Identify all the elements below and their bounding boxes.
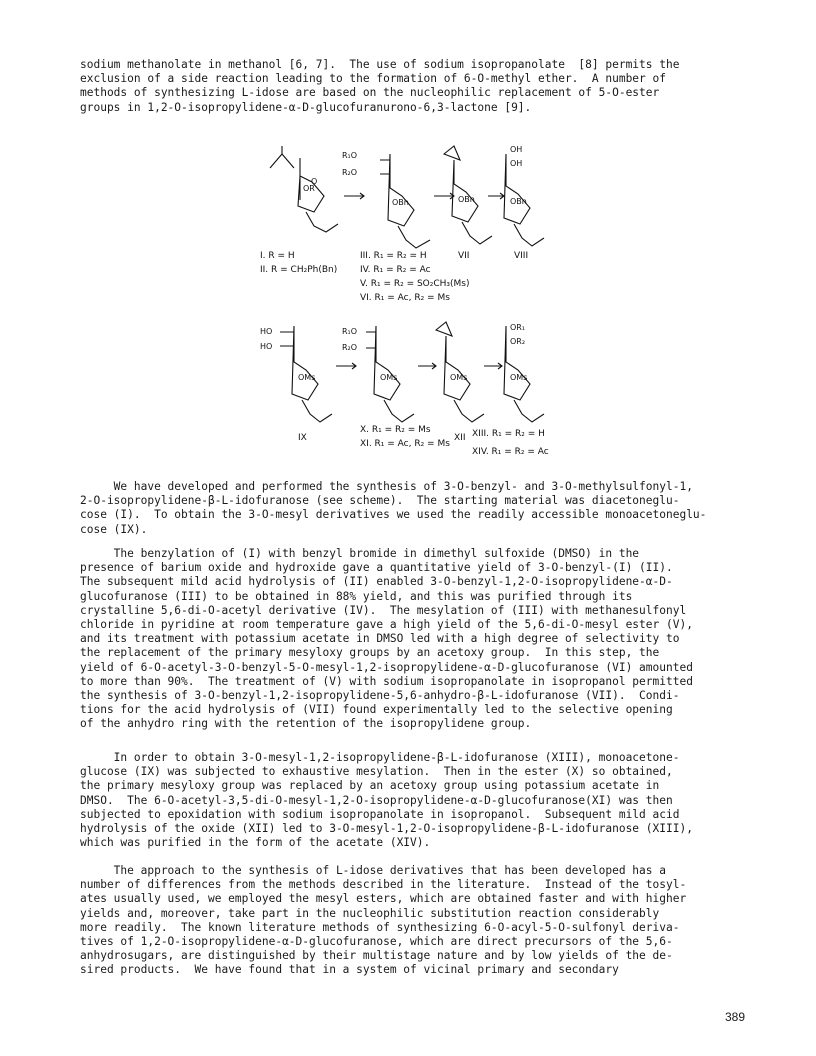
svg-text:OBn: OBn [392, 198, 409, 207]
svg-text:OR₁: OR₁ [510, 323, 526, 332]
label-XI: XI. R₁ = Ac, R₂ = Ms [360, 439, 450, 449]
svg-text:R₂O: R₂O [342, 343, 358, 352]
label-V: V. R₁ = R₂ = SO₂CH₃(Ms) [360, 279, 470, 289]
svg-text:OH: OH [510, 145, 523, 154]
svg-text:OMs: OMs [450, 373, 468, 382]
paragraph-approach: The approach to the synthesis of L-idose derivatives that has been developed has a number of differences from the methods described in the literature. Instead of the tosyl- ates usually used, we employed the mesyl esters, which are obtained faster and with higher yields and, moreover, take part in the nucleophilic substitution reaction considerably more readily. The known literature methods of synthesizing 6-O-acyl-5-O-sulfonyl deriva- tives of 1,2-O-isopropylidene-α-D-glucofuranose, which are direct precursors of the 5,6- anhydrosugars, are distinguished by their multistage nature and by low yields of the de- sired products. We have found that in a system of vicinal primary and secondary [80, 864, 687, 977]
label-II: II. R = CH₂Ph(Bn) [260, 265, 338, 275]
svg-text:R₁O: R₁O [342, 327, 358, 336]
label-XII: XII [454, 433, 466, 443]
label-IX: IX [298, 433, 307, 443]
label-XIII: XIII. R₁ = R₂ = H [472, 429, 545, 439]
molecule-X-XI [342, 326, 414, 422]
svg-text:O: O [311, 177, 318, 186]
svg-text:OR₂: OR₂ [510, 337, 526, 346]
svg-text:OMs: OMs [298, 373, 316, 382]
label-VII: VII [458, 251, 470, 261]
molecule-XIII-XIV [504, 323, 544, 422]
reaction-scheme [240, 140, 580, 470]
molecule-XII [436, 322, 484, 422]
label-VI: VI. R₁ = Ac, R₂ = Ms [360, 293, 450, 303]
svg-text:OBn: OBn [510, 197, 527, 206]
svg-text:R₁O: R₁O [342, 151, 358, 160]
molecule-VIII [504, 145, 544, 246]
molecule-VII [444, 146, 492, 244]
svg-text:R₂O: R₂O [342, 168, 358, 177]
page-number: 389 [725, 1010, 746, 1024]
molecule-IX [260, 326, 332, 422]
intro-paragraph: sodium methanolate in methanol [6, 7]. The use of sodium isopropanolate [8] permits the exclusion of a side reaction leading to the formation of 6-O-methyl ether. A number of methods of synthesizing L-idose are based on the nucleophilic replacement of 5-O-ester groups in 1,2-O-isopropylidene-α-D-glucofuranurono-6,3-lactone [9]. [80, 58, 680, 114]
paragraph-synthesis-overview: We have developed and performed the synthesis of 3-O-benzyl- and 3-O-methylsulfonyl-1, 2-O-isopropylidene-β-L-idofuranose (see scheme). The starting material was diacetoneglu- cose (I). To obtain the 3-O-mesyl derivatives we used the readily accessible monoacetoneglu- cose (IX). [80, 480, 707, 536]
svg-text:OH: OH [510, 159, 523, 168]
svg-text:OBn: OBn [458, 195, 475, 204]
svg-text:OR: OR [303, 184, 315, 193]
svg-text:HO: HO [260, 342, 273, 351]
label-XIV: XIV. R₁ = R₂ = Ac [472, 447, 549, 457]
label-I: I. R = H [260, 251, 295, 261]
molecule-III-VI [342, 151, 430, 248]
paragraph-mesyl-synthesis: In order to obtain 3-O-mesyl-1,2-isopropylidene-β-L-idofuranose (XIII), monoacetone- glucose (IX) was subjected to exhaustive mesylation. Then in the ester (X) so obtained, the primary mesyloxy group was replaced by an acetoxy group using potassium acetate in DMSO. The 6-O-acetyl-3,5-di-O-mesyl-1,2-O-isopropylidene-α-D-glucofuranose(XI) was then subjected to epoxidation with sodium isopropanolate in isopropanol. Subsequent mild acid hydrolysis of the oxide (XII) led to 3-O-mesyl-1,2-O-isopropylidene-β-L-idofuranose (XIII), which was purified in the form of the acetate (XIV). [80, 751, 693, 850]
label-X: X. R₁ = R₂ = Ms [360, 425, 431, 435]
label-IV: IV. R₁ = R₂ = Ac [360, 265, 431, 275]
molecule-I-II [270, 146, 338, 232]
label-VIII: VIII [514, 251, 529, 261]
svg-text:OMs: OMs [510, 373, 528, 382]
svg-text:OMs: OMs [380, 373, 398, 382]
label-III: III. R₁ = R₂ = H [360, 251, 427, 261]
svg-text:HO: HO [260, 327, 273, 336]
paragraph-benzylation: The benzylation of (I) with benzyl bromide in dimethyl sulfoxide (DMSO) in the presence of barium oxide and hydroxide gave a quantitative yield of 3-O-benzyl-(I) (II). The subsequent mild acid hydrolysis of (II) enabled 3-O-benzyl-1,2-O-isopropylidene-α-D- glucofuranose (III) to be obtained in 88% yield, and this was purified through its crystalline 5,6-di-O-acetyl derivative (IV). The mesylation of (III) with methanesulfonyl chloride in pyridine at room temperature gave a high yield of the 5,6-di-O-mesyl ester (V), and its treatment with potassium acetate in DMSO led with a high degree of selectivity to the replacement of the primary mesyloxy groups by an acetoxy group. In this step, the yield of 6-O-acetyl-3-O-benzyl-5-O-mesyl-1,2-isopropylidene-α-D-glucofuranose (VI) amounted to more than 90%. The treatment of (V) with sodium isopropanolate in isopropanol permitted the synthesis of 3-O-benzyl-1,2-isopropylidene-5,6-anhydro-β-L-idofuranose (VII). Condi- tions for the acid hydrolysis of (VII) found experimentally led to the selective opening of the anhydro ring with the retention of the isopropylidene group. [80, 547, 693, 731]
